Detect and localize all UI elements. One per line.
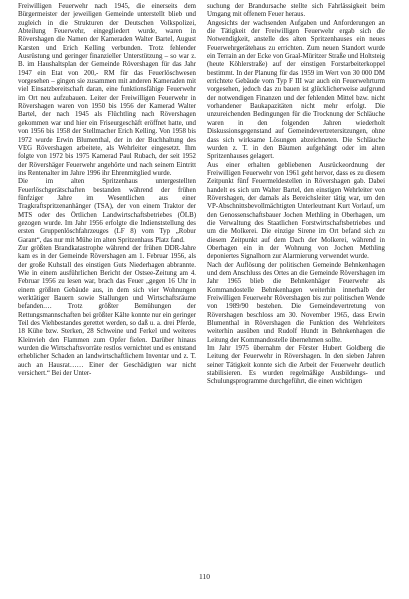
paragraph: Freiwilligen Feuerwehr nach 1945, die einerseits dem Bürgermeister der jeweiligen Gemeinde unterstellt blieb und zugleich in die Strukturen der Deutschen Volkspolizei, Abteilung Feuerwehr, eingegliedert wurde, waren in Rövershagen die Namen der Kameraden Walter Bartel, August Karsten und Erich Kelling verbunden. Trotz fehlender Ausrüstung und geringer finanzieller Unterstützung – so war z. B. im Haushaltsplan der Gemeinde Rövershagen für das Jahr 1947 ein Etat von 200,- RM für das Feuerlöschwesen vorgesehen – gingen sie zusammen mit anderen Kameraden mit viel Einsatzbereitschaft daran, eine funktionsfähige Feuerwehr im Ort neu aufzubauen. Leiter der Freiwilligen Feuerwehr in Rövershagen waren von 1950 bis 1956 der Kamerad Walter Bartel, der nach 1945 als Flüchtling nach Rövershagen gekommen war und hier ein Friseurgeschäft eröffnet hatte, und von 1956 bis 1958 der Stellmacher Erich Kelling. Von 1958 bis 1972 wurde Erwin Blumenthal, der in der Buchhaltung des VEG Rövershagen arbeitete, als Wehrleiter eingesetzt. Ihm folgte von 1972 bis 1975 Kamerad Paul Rubach, der seit 1952 der Rövershäger Feuerwehr angehörte und nach seinem Eintritt ins Rentenalter im Jahre 1996 ihr Ehrenmitglied wurde. <box>18 3 196 177</box>
paragraph: Aus einer erhalten gebliebenen Ausrückeordnung der Freiwilligen Feuerwehr von 1961 geht hervor, dass es zu diesem Zeitpunkt fünf Feuermeldestellen in Rövershagen gab. Dabei handelt es sich um Walter Bartel, den einstigen Wehrleiter von Rövershagen, der damals als Bereichsleiter tätig war, um den VP-Abschnittsbevollmächtigten Unterleutnant Kurt Vorlauf, um den Genossenschaftsbauer Jochen Methling in Oberhagen, um die Verwaltung des Staatlichen Forstwirtschaftsbetriebes und um die Molkerei. Die einzige Sirene im Ort befand sich zu diesem Zeitpunkt auf dem Dach der Molkerei, während in Oberhagen ein in der Wohnung von Jochen Methling deponiertes Signalhorn zur Alarmierung verwendet wurde. <box>207 161 385 261</box>
paragraph: Im Jahr 1975 übernahm der Förster Hubert Goldberg die Leitung der Feuerwehr in Rövershagen. In den sieben Jahren seiner Tätigkeit konnte sich die Arbeit der Feuerwehr deutlich stabilisieren. Es wurden regelmäßige Ausbildungs- und Schulungsprogramme durchgeführt, die einen wichtigen <box>207 345 385 386</box>
paragraph: Die im alten Spritzenhaus untergestellten Feuerlöschgerätschaften bestanden während der frühen fünfziger Jahre im Wesentlichen aus einer Tragkraftspritzenanhänger (TSA), der von einem Traktor der MTS oder des Örtlichen Landwirtschaftsbetriebes (ÖLB) gezogen wurde. Im Jahr 1956 erfolgte die Indienststellung des ersten Gruppenlöschfahrzeuges (LF 8) vom Typ „Robur Garant“, das nur mit Mühe im alten Spritzenhaus Platz fand. <box>18 178 196 244</box>
paragraph: Nach der Auflösung der politischen Gemeinde Behnkenhagen und dem Anschluss des Ortes an die Gemeinde Rövershagen im Jahr 1965 blieb die Behnkenhäger Feuerwehr als Kommandostelle Behnkenhagen weiterhin innerhalb der Freiwilligen Feuerwehr Rövershagen bis zur politischen Wende von 1989/90 bestehen. Die Gemeindevertretung von Rövershagen beschloss am 30. November 1965, dass Erwin Blumenthal in Rövershagen die Funktion des Wehrleiters weiterhin ausüben und Rudolf Hundt in Behnkenhagen die Leitung der Kommandostelle übernehmen sollte. <box>207 261 385 344</box>
paragraph: suchung der Brandursache stellte sich Fahrlässigkeit beim Umgang mit offenem Feuer heraus. <box>207 3 385 19</box>
text-column-right <box>207 3 385 387</box>
text-column-left <box>18 3 196 378</box>
paragraph: Angesichts der wachsenden Aufgaben und Anforderungen an die Tätigkeit der Freiwilligen Feuerwehr ergab sich die Notwendigkeit, anstelle des alten Spritzenhauses ein neues Feuerwehrgerätehaus zu errichten. Zum neuen Standort wurde ein Terrain an der Ecke von Graal-Müritzer Straße und Holtsteig (heute Köhlerstraße) auf der einstigen Forstarbeiterkoppel bestimmt. In der Planung für das 1959 im Wert von 30 000 DM errichtete Gebäude vom Typ F III war auch ein Feuerwehrturm vorgesehen, jedoch das zu bauen ist glücklicherweise aufgrund der notwendigen Finanzen und der fehlenden Mittel bzw. nicht vorhandener Baukapazitäten nicht mehr erfolgt. Die unzureichenden Bedingungen für die Trocknung der Schläuche waren in den folgenden Jahren wiederholt Diskussionsgegenstand auf Gemeindevertretersitzungen, ohne dass sich wirksame Lösungen abzeichneten. Die Schläuche wurden z. T. in den Bäumen aufgehängt oder im alten Spritzenhauses gelagert. <box>207 19 385 161</box>
paragraph: Zur größten Brandkatastrophe während der frühen DDR-Jahre kam es in der Gemeinde Rövershagen am 1. Februar 1956, als der große Kuhstall des einstigen Guts Niederhagen abbrannte. Wie in einem ausführlichen Bericht der Ostsee-Zeitung am 4. Februar 1956 zu lesen war, brach das Feuer „gegen 16 Uhr in einem größten Gebäude aus, in dem sich vier Wohnungen werktätiger Bauern sowie Stallungen und Wirtschaftsräume befanden.… Trotz größter Bemühungen der Rettungsmannschaften bei größter Kälte konnte nur ein geringer Teil des Viehbestandes gerettet werden, so daß u. a. drei Pferde, 18 Kühe bzw. Sterken, 28 Schweine und Ferkel und weiteres Kleinvieh den Flammen zum Opfer fielen. Darüber hinaus wurden die Wirtschaftsvorräte restlos vernichtet und es entstand erheblicher Schaden an landwirtschaftlichem Inventar und z. T. auch an Hausrat…… Einer der Geschädigten war nicht versichert.“ Bei der Unter- <box>18 244 196 378</box>
page-number: 110 <box>199 572 210 581</box>
